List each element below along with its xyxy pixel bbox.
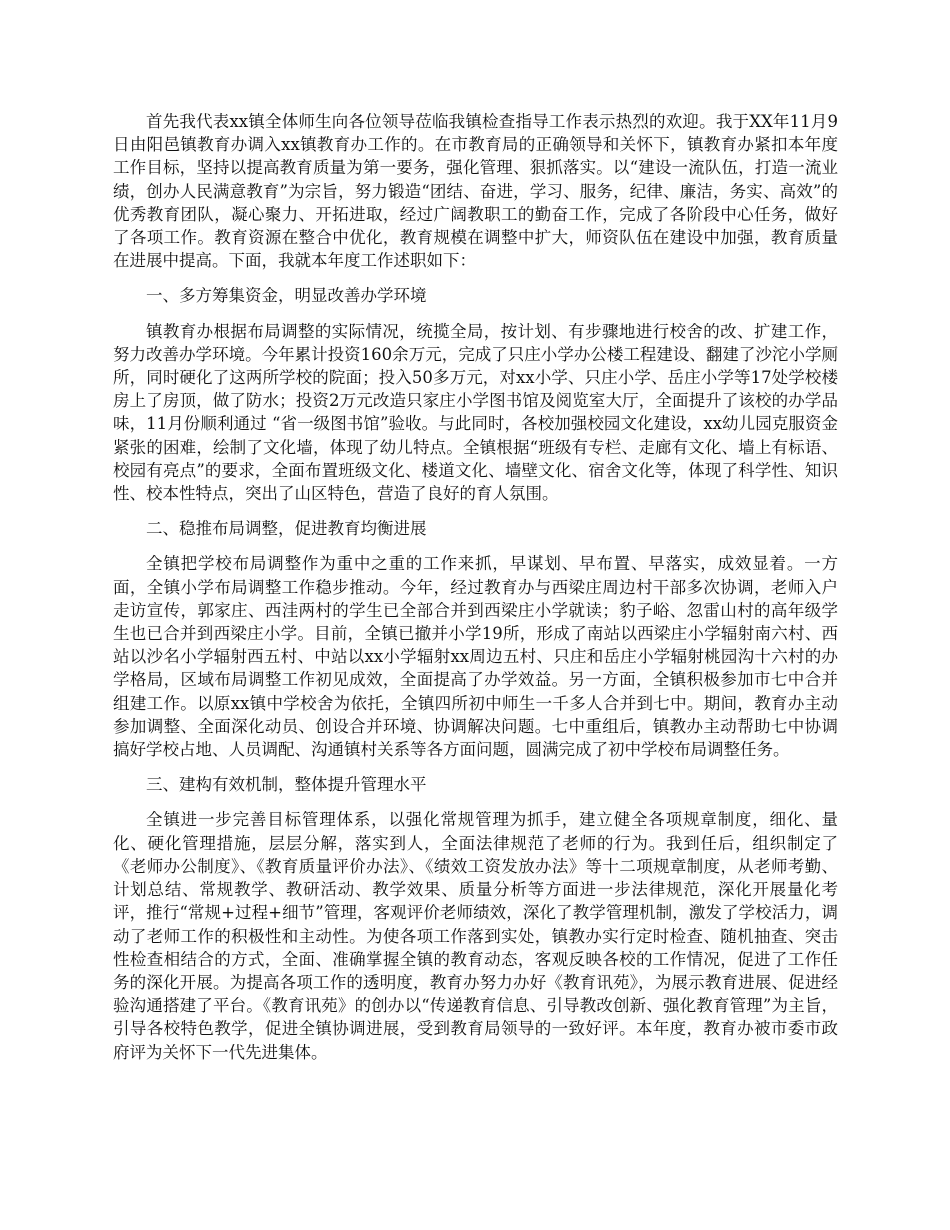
document-page: [113, 110, 838, 1076]
section-3-heading: 三、建构有效机制，整体提升管理水平: [146, 775, 427, 795]
section-3-paragraph: 全镇进一步完善目标管理体系，以强化常规管理为抓手，建立健全各项规章制度，细化、量化、硬化管理措施，层层分解，落实到人，全面法律规范了老师的行为。我到任后，组织制定了《老师办公制度》、《教育质量评价办法》、《绩效工资发放办法》等十二项规章制度，从老师考勤、计划总结、常规教学、教研活动、教学效果、质量分析等方面进一步法律规范，深化开展量化考评，推行“常规+过程+细节”管理，客观评价老师绩效，深化了教学管理机制，激发了学校活力，调动了老师工作的积极性和主动性。为使各项工作落到实处，镇教办实行定时检查、随机抽查、突击性检查相结合的方式，全面、准确掌握全镇的教育动态，客观反映各校的工作情况，促进了工作任务的深化开展。为提高各项工作的透明度，教育办努力办好《教育讯苑》，为展示教育进展、促进经验沟通搭建了平台。《教育讯苑》的创办以“传递教育信息、引导教改创新、强化教育管理”为主旨，引导各校特色教学，促进全镇协调进展，受到教育局领导的一致好评。本年度，教育办被市委市政府评为关怀下一代先进集体。: [113, 810, 838, 1062]
intro-paragraph: 首先我代表xx镇全体师生向各位领导莅临我镇检查指导工作表示热烈的欢迎。我于XX年11月9日由阳邑镇教育办调入xx镇教育办工作的。在市教育局的正确领导和关怀下，镇教育办紧扣本年度工作目标，坚持以提高教育质量为第一要务，强化管理、狠抓落实。以“建设一流队伍，打造一流业绩，创办人民满意教育”为宗旨，努力锻造“团结、奋进，学习、服务，纪律、廉洁，务实、高效”的优秀教育团队，凝心聚力、开拓进取，经过广阔教职工的勤奋工作，完成了各阶段中心任务，做好了各项工作。教育资源在整合中优化，教育规模在调整中扩大，师资队伍在建设中加强，教育质量在进展中提高。下面，我就本年度工作述职如下：: [113, 112, 838, 271]
section-2-paragraph: 全镇把学校布局调整作为重中之重的工作来抓，早谋划、早布置、早落实，成效显着。一方面，全镇小学布局调整工作稳步推动。今年，经过教育办与西梁庄周边村干部多次协调，老师入户走访宣传，郭家庄、西洼两村的学生已全部合并到西梁庄小学就读；豹子峪、忽雷山村的高年级学生也已合并到西梁庄小学。目前，全镇已撤并小学19所，形成了南站以西梁庄小学辐射南六村、西站以沙名小学辐射西五村、中站以xx小学辐射xx周边五村、只庄和岳庄小学辐射桃园沟十六村的办学格局，区域布局调整工作初见成效，全面提高了办学效益。另一方面，全镇积极参加市七中合并组建工作。以原xx镇中学校舍为依托，全镇四所初中师生一千多人合并到七中。期间，教育办主动参加调整、全面深化动员、创设合并环境、协调解决问题。七中重组后，镇教办主动帮助七中协调搞好学校占地、人员调配、沟通镇村关系等各方面问题，圆满完成了初中学校布局调整任务。: [113, 554, 838, 760]
section-1-paragraph: 镇教育办根据布局调整的实际情况，统揽全局，按计划、有步骤地进行校舍的改、扩建工作，努力改善办学环境。今年累计投资160余万元，完成了只庄小学办公楼工程建设、翻建了沙沱小学厕所，同时硬化了这两所学校的院面；投入50多万元，对xx小学、只庄小学、岳庄小学等17处学校楼房上了房顶，做了防水；投资2万元改造只家庄小学图书馆及阅览室大厅，全面提升了该校的办学品味，11月份顺利通过 “省一级图书馆”验收。与此同时，各校加强校园文化建设，xx幼儿园克服资金紧张的困难，绘制了文化墙，体现了幼儿特点。全镇根据“班级有专栏、走廊有文化、墙上有标语、校园有亮点”的要求，全面布置班级文化、楼道文化、墙壁文化、宿舍文化等，体现了科学性、知识性、校本性特点，突出了山区特色，营造了良好的育人氛围。: [113, 321, 838, 504]
section-2-heading: 二、稳推布局调整，促进教育均衡进展: [146, 519, 427, 539]
section-1-heading: 一、多方筹集资金，明显改善办学环境: [146, 286, 427, 306]
